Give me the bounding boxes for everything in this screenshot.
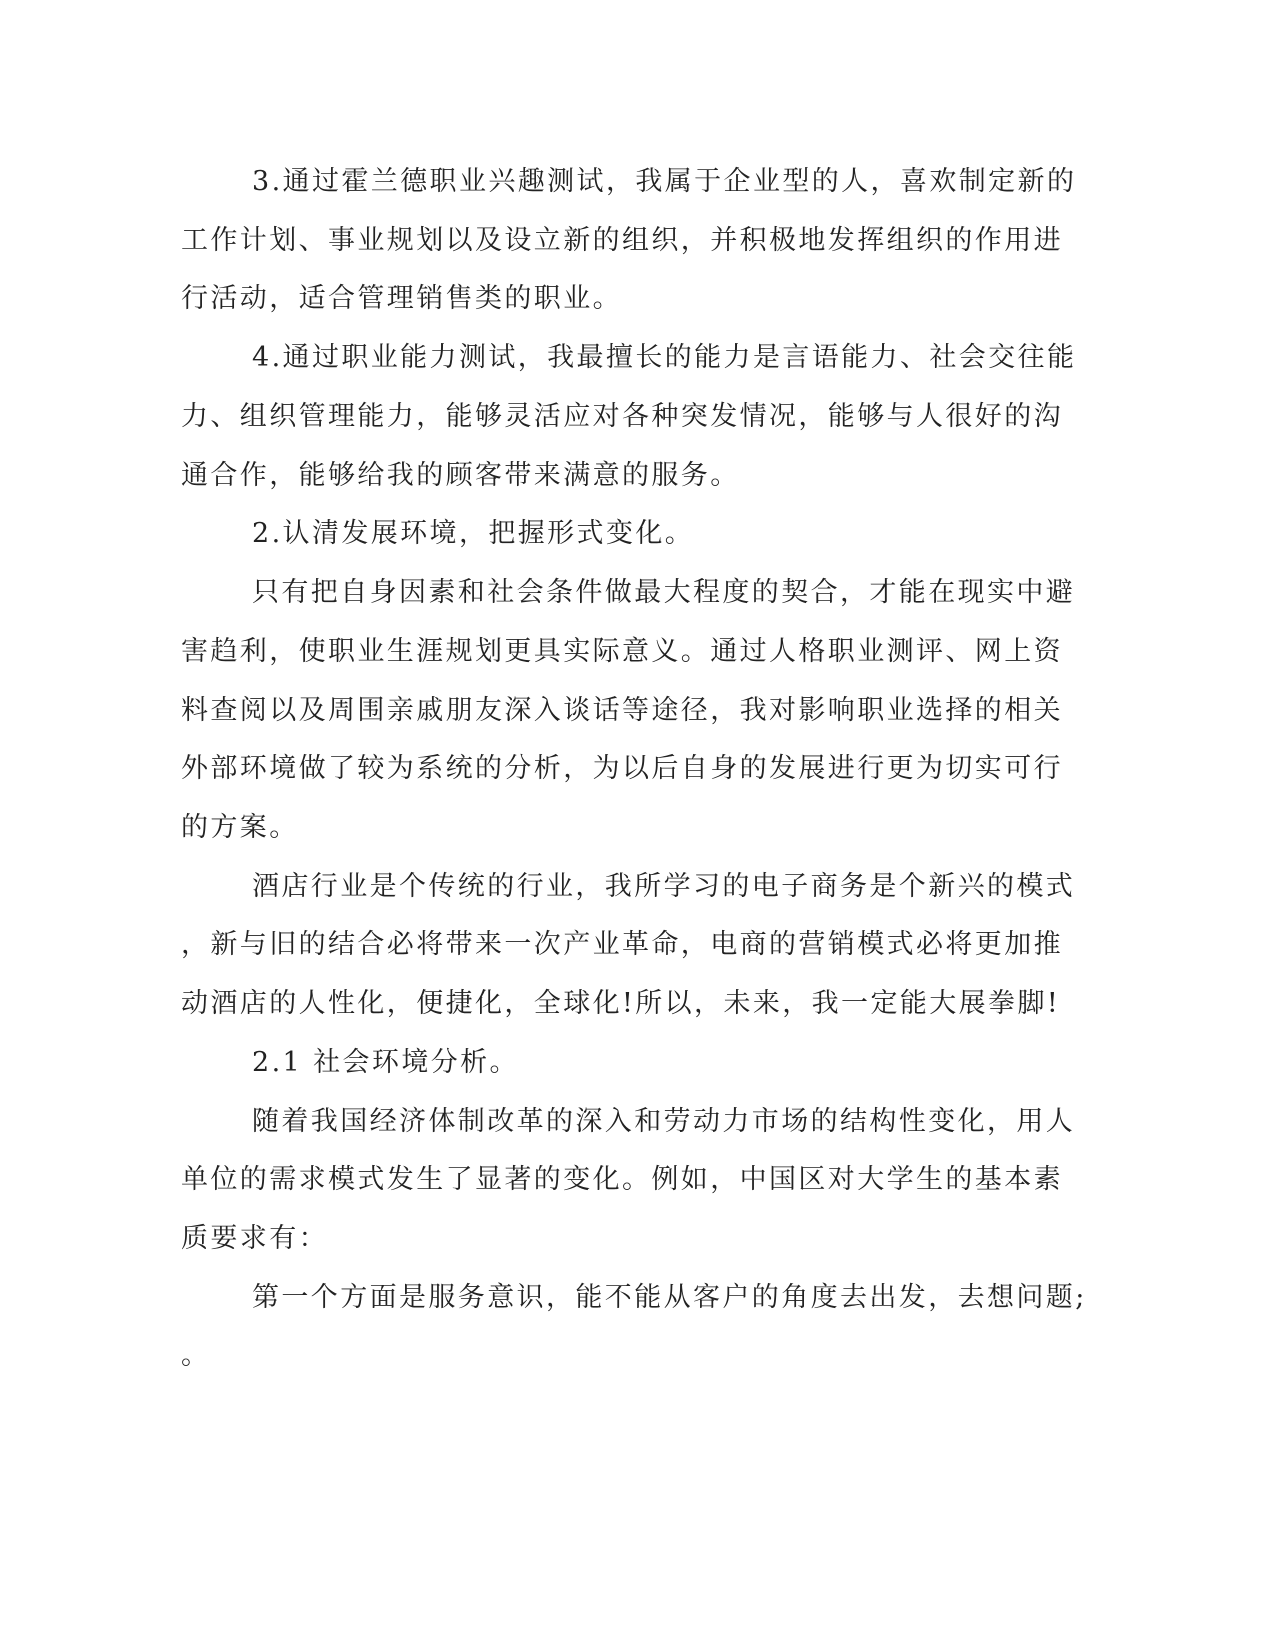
paragraph-line: 酒店行业是个传统的行业，我所学习的电子商务是个新兴的模式: [252, 871, 1076, 902]
paragraph-line: 。: [181, 1340, 211, 1371]
paragraph-line: 行活动，适合管理销售类的职业。: [181, 283, 622, 314]
paragraph-line: 料查阅以及周围亲戚朋友深入谈话等途径，我对影响职业选择的相关: [181, 695, 1063, 726]
paragraph-line: 的方案。: [181, 812, 299, 843]
paragraph-line: 动酒店的人性化，便捷化，全球化!所以，未来，我一定能大展拳脚!: [181, 988, 1061, 1019]
paragraph-line: 4.通过职业能力测试，我最擅长的能力是言语能力、社会交往能: [252, 342, 1077, 373]
paragraph-line: 第一个方面是服务意识，能不能从客户的角度去出发，去想问题;: [252, 1282, 1087, 1313]
paragraph-line: 随着我国经济体制改革的深入和劳动力市场的结构性变化，用人: [252, 1106, 1076, 1137]
paragraph-line: 通合作，能够给我的顾客带来满意的服务。: [181, 460, 740, 491]
paragraph-line: 质要求有：: [181, 1223, 328, 1254]
paragraph-line: 工作计划、事业规划以及设立新的组织，并积极地发挥组织的作用进: [181, 225, 1063, 256]
paragraph-line: 单位的需求模式发生了显著的变化。例如，中国区对大学生的基本素: [181, 1164, 1063, 1195]
paragraph-line: 力、组织管理能力，能够灵活应对各种突发情况，能够与人很好的沟: [181, 401, 1063, 432]
paragraph-line: 害趋利，使职业生涯规划更具实际意义。通过人格职业测评、网上资: [181, 636, 1063, 667]
paragraph-line: 只有把自身因素和社会条件做最大程度的契合，才能在现实中避: [252, 577, 1076, 608]
section-heading: 2.认清发展环境，把握形式变化。: [252, 518, 695, 549]
section-heading: 2.1 社会环境分析。: [252, 1047, 519, 1078]
paragraph-line: 3.通过霍兰德职业兴趣测试，我属于企业型的人，喜欢制定新的: [252, 166, 1077, 197]
paragraph-line: ，新与旧的结合必将带来一次产业革命，电商的营销模式必将更加推: [181, 929, 1063, 960]
paragraph-line: 外部环境做了较为系统的分析，为以后自身的发展进行更为切实可行: [181, 753, 1063, 784]
